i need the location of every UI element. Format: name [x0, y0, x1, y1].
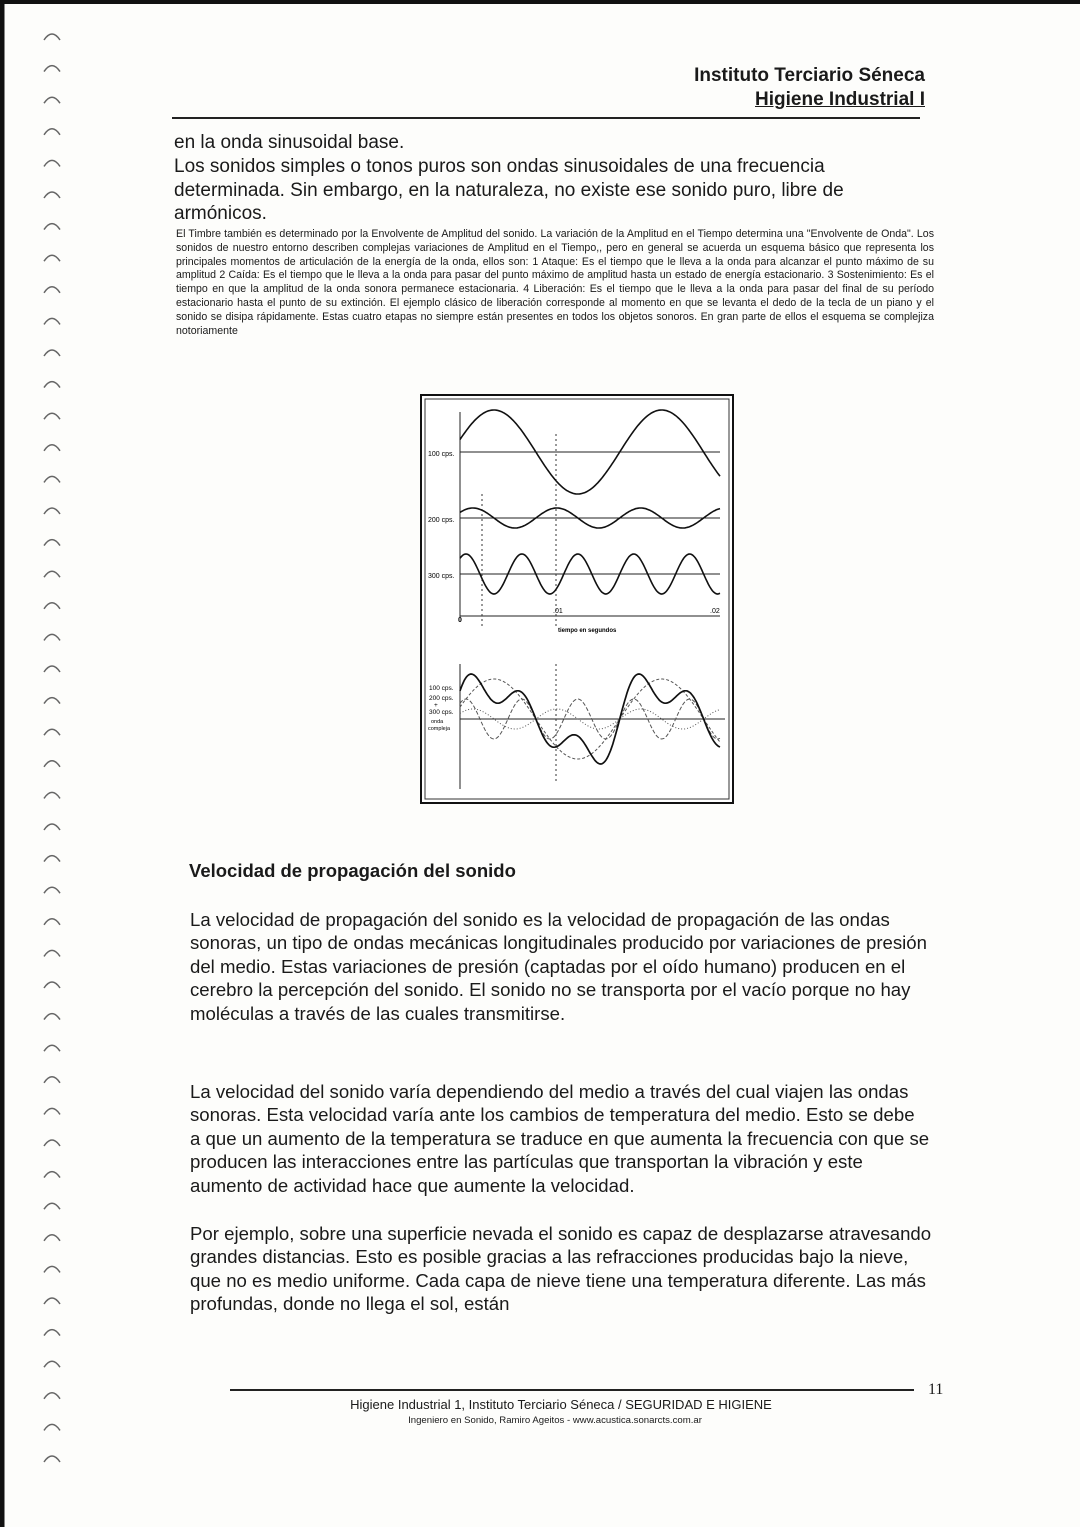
binder-ring [44, 1140, 60, 1146]
intro-paragraph: Los sonidos simples o tonos puros son ondas sinusoidales de una frecuencia determinada. Sin embargo, en la naturaleza, no existe ese sonido puro, libre de armónicos. [174, 156, 844, 224]
tick-0: 0 [458, 617, 462, 624]
binder-ring [44, 1235, 60, 1241]
binder-ring [44, 255, 60, 261]
binder-ring [44, 1266, 60, 1272]
section-heading: Velocidad de propagación del sonido [189, 860, 516, 881]
legend-onda: onda [431, 719, 444, 725]
binder-rings [30, 20, 70, 1500]
legend-200: 200 cps. [429, 695, 454, 702]
binder-ring [44, 982, 60, 988]
binder-ring [44, 1330, 60, 1336]
binder-ring [44, 1456, 60, 1462]
paragraph-2: La velocidad del sonido varía dependiendo del medio a través del cual viajen las ondas sonoras. Esta velocidad varía ante los cambios de temperatura del medio. Esto se debe a que un aumento de la temperatura se traduce en que aumenta la frecuencia con que se producen las interacciones entre las partículas que transportan la vibración y este aumento de actividad hace que aumente la velocidad. [190, 1081, 930, 1196]
binder-ring [44, 887, 60, 893]
label-300cps: 300 cps. [428, 573, 455, 580]
binder-ring [44, 729, 60, 735]
binder-ring [44, 1172, 60, 1178]
binder-ring [44, 318, 60, 324]
binder-ring [44, 540, 60, 546]
binder-ring [44, 192, 60, 198]
binder-ring [44, 413, 60, 419]
page-header [694, 64, 925, 112]
binder-ring [44, 1108, 60, 1114]
legend-plus: + [434, 702, 438, 709]
footer-rule [230, 1389, 914, 1391]
binder-ring [44, 129, 60, 135]
binder-ring [44, 287, 60, 293]
tick-01: .01 [553, 608, 563, 615]
binder-ring [44, 950, 60, 956]
binder-ring [44, 824, 60, 830]
header-rule [172, 117, 920, 119]
binder-ring [44, 508, 60, 514]
tick-02: .02 [710, 608, 720, 615]
binder-ring [44, 792, 60, 798]
legend-300: 300 cps. [429, 709, 454, 716]
intro-line: en la onda sinusoidal base. [174, 132, 405, 153]
binder-ring [44, 856, 60, 862]
paragraph-3: Por ejemplo, sobre una superficie nevada el sonido es capaz de desplazarse atravesando grandes distancias. Esto es posible gracias a las refracciones producidas bajo la nieve, que no es medio uniforme. Cada capa de nieve tiene una temperatura diferente. Las más profundas, donde no llega el sol, están [190, 1223, 932, 1315]
legend-compleja: compleja [428, 726, 451, 732]
binder-ring [44, 382, 60, 388]
binder-ring [44, 1077, 60, 1083]
label-200cps: 200 cps. [428, 517, 455, 524]
binder-ring [44, 34, 60, 40]
page-number: 11 [928, 1381, 944, 1398]
binder-ring [44, 1014, 60, 1020]
paragraph-1: La velocidad de propagación del sonido es la velocidad de propagación de las ondas sonoras, un tipo de ondas mecánicas longitudinales producido por variaciones de presión del medio. Estas variaciones de presión (captadas por el oído humano) producen en el cerebro la percepción del sonido. El sonido no se transporta por el vacío porque no hay moléculas a través de las cuales transmitirse. [190, 909, 927, 1024]
footer-line-2: Ingeniero en Sonido, Ramiro Ageitos - www.acustica.sonarcts.com.ar [408, 1415, 702, 1426]
binder-ring [44, 1045, 60, 1051]
binder-ring [44, 476, 60, 482]
waveform-figure [420, 394, 734, 804]
binder-ring [44, 160, 60, 166]
footer-line-1: Higiene Industrial 1, Instituto Terciario Séneca / SEGURIDAD E HIGIENE [350, 1397, 772, 1412]
binder-ring [44, 350, 60, 356]
binder-ring [44, 1361, 60, 1367]
timbre-note: El Timbre también es determinado por la Envolvente de Amplitud del sonido. La variación de la Amplitud en el Tiempo determina una "Envolvente de Onda". Los sonidos de nuestro entorno describen complejas variaciones de Amplitud en el Tiempo,, pero en general se acuerda un esquema básico que representa los principales momentos de articulación de la energía de la onda, ellos son: 1 Ataque: Es el tiempo que le lleva a la onda para alcanzar el punto máximo de su amplitud 2 Caída: Es el tiempo que le lleva a la onda para pasar del punto máximo de amplitud hasta un estado de energía estacionario. 3 Sostenimiento: Es el tiempo en que la amplitud de la onda sonora permanece estacionaria. 4 Liberación: Es el tiempo que le lleva a la onda para pasar del final de su período estacionario hasta el punto de su extinción. El ejemplo clásico de liberación corresponde al momento en que se levanta el dedo de la tecla de un piano y el sonido se disipa rápidamente. Estas cuatro etapas no siempre están presentes en todos los objetos sonoros. En gran parte de ellos el esquema se complejiza notoriamente [176, 228, 934, 337]
binder-ring [44, 603, 60, 609]
institution-name: Instituto Terciario Séneca [694, 65, 925, 86]
binder-ring [44, 66, 60, 72]
binder-ring [44, 1203, 60, 1209]
binder-ring [44, 1298, 60, 1304]
binder-ring [44, 698, 60, 704]
binder-ring [44, 634, 60, 640]
binder-ring [44, 97, 60, 103]
time-axis-label: tiempo en segundos [558, 628, 617, 634]
binder-ring [44, 666, 60, 672]
binder-ring [44, 919, 60, 925]
binder-ring [44, 761, 60, 767]
legend-100: 100 cps. [429, 685, 454, 692]
binder-ring [44, 571, 60, 577]
binder-ring [44, 445, 60, 451]
subject-name: Higiene Industrial I [755, 89, 925, 110]
binder-ring [44, 224, 60, 230]
label-100cps: 100 cps. [428, 451, 455, 458]
